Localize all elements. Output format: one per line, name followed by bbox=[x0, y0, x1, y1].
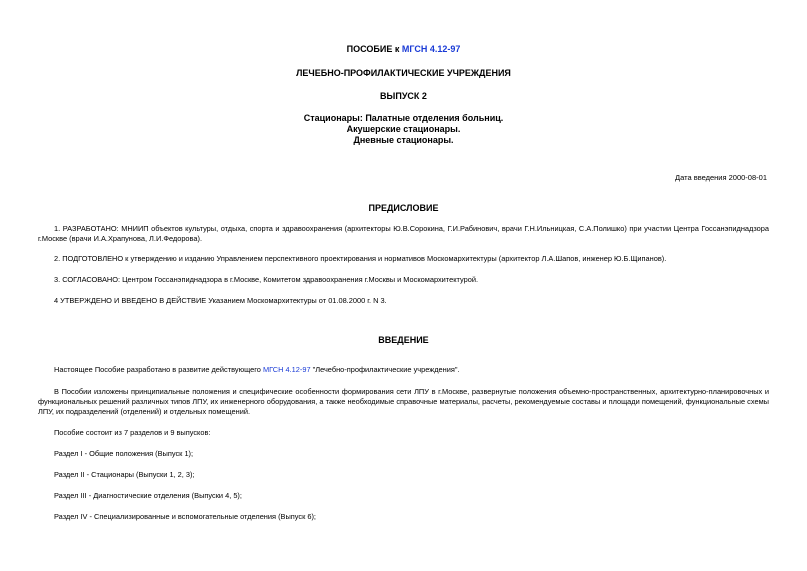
topic-line-2: Акушерские стационары. bbox=[346, 124, 461, 134]
introduction-heading: ВВЕДЕНИЕ bbox=[378, 335, 429, 345]
introduction-date: Дата введения 2000-08-01 bbox=[675, 173, 767, 182]
intro-paragraph-1 bbox=[38, 365, 769, 375]
document-subtitle: ЛЕЧЕБНО-ПРОФИЛАКТИЧЕСКИЕ УЧРЕЖДЕНИЯ bbox=[296, 68, 511, 78]
preface-heading: ПРЕДИСЛОВИЕ bbox=[368, 203, 439, 213]
document-title bbox=[0, 44, 807, 55]
section-list-item-1: Раздел I - Общие положения (Выпуск 1); bbox=[54, 449, 194, 458]
preface-item-2: 2. ПОДГОТОВЛЕНО к утверждению и изданию Управлением перспективного проектирования и нормативов Москомархитектуры (архитектор Л.А.Шапов, инженер Ю.Б.Щипанов). bbox=[54, 254, 667, 263]
preface-item-4: 4 УТВЕРЖДЕНО И ВВЕДЕНО В ДЕЙСТВИЕ Указанием Москомархитектуры от 01.08.2000 г. N 3. bbox=[54, 296, 387, 305]
topic-line-3: Дневные стационары. bbox=[353, 135, 454, 145]
title-prefix: ПОСОБИЕ к bbox=[346, 44, 402, 54]
mgsn-intro-link[interactable]: МГСН 4.12-97 bbox=[262, 365, 311, 374]
preface-item-1: 1. РАЗРАБОТАНО: МНИИП объектов культуры, отдыха, спорта и здравоохранения (архитекторы Ю.В.Сорокина, Г.И.Рабинович, врачи Г.Н.Ильницкая, С.А.Полишко) при участии Центра Госсанэпиднадзора г.Москве (врачи И.А.Храпунова, Л.И.Федорова). bbox=[38, 224, 769, 243]
intro-paragraph-3: Пособие состоит из 7 разделов и 9 выпусков: bbox=[54, 428, 211, 437]
section-list-item-4: Раздел IV - Специализированные и вспомогательные отделения (Выпуск 6); bbox=[54, 512, 316, 521]
mgsn-link[interactable]: МГСН 4.12-97 bbox=[401, 44, 461, 54]
issue-number: ВЫПУСК 2 bbox=[380, 91, 427, 101]
section-list-item-3: Раздел III - Диагностические отделения (Выпуски 4, 5); bbox=[54, 491, 242, 500]
intro-paragraph-2: В Пособии изложены принципиальные положения и специфические особенности формирования сети ЛПУ в г.Москве, развернутые положения объемно-пространственных, архитектурно-планировочных и функциональных решений различных типов ЛПУ, их инженерного оборудования, а также необходимые справочные материалы, расчеты, рекомендуемые составы и площади помещений, функциональные схемы ЛПУ, их подразделений (отделений) и отдельных помещений. bbox=[38, 387, 769, 416]
section-list-item-2: Раздел II - Стационары (Выпуски 1, 2, 3); bbox=[54, 470, 195, 479]
intro-p1-text-after: "Лечебно-профилактические учреждения". bbox=[310, 365, 460, 374]
preface-item-3: 3. СОГЛАСОВАНО: Центром Госсанэпиднадзора в г.Москве, Комитетом здравоохранения г.Москвы и Москомархитектурой. bbox=[54, 275, 479, 284]
intro-p1-text-before: Настоящее Пособие разработано в развитие действующего bbox=[54, 365, 263, 374]
topic-line-1: Стационары: Палатные отделения больниц. bbox=[303, 113, 504, 123]
